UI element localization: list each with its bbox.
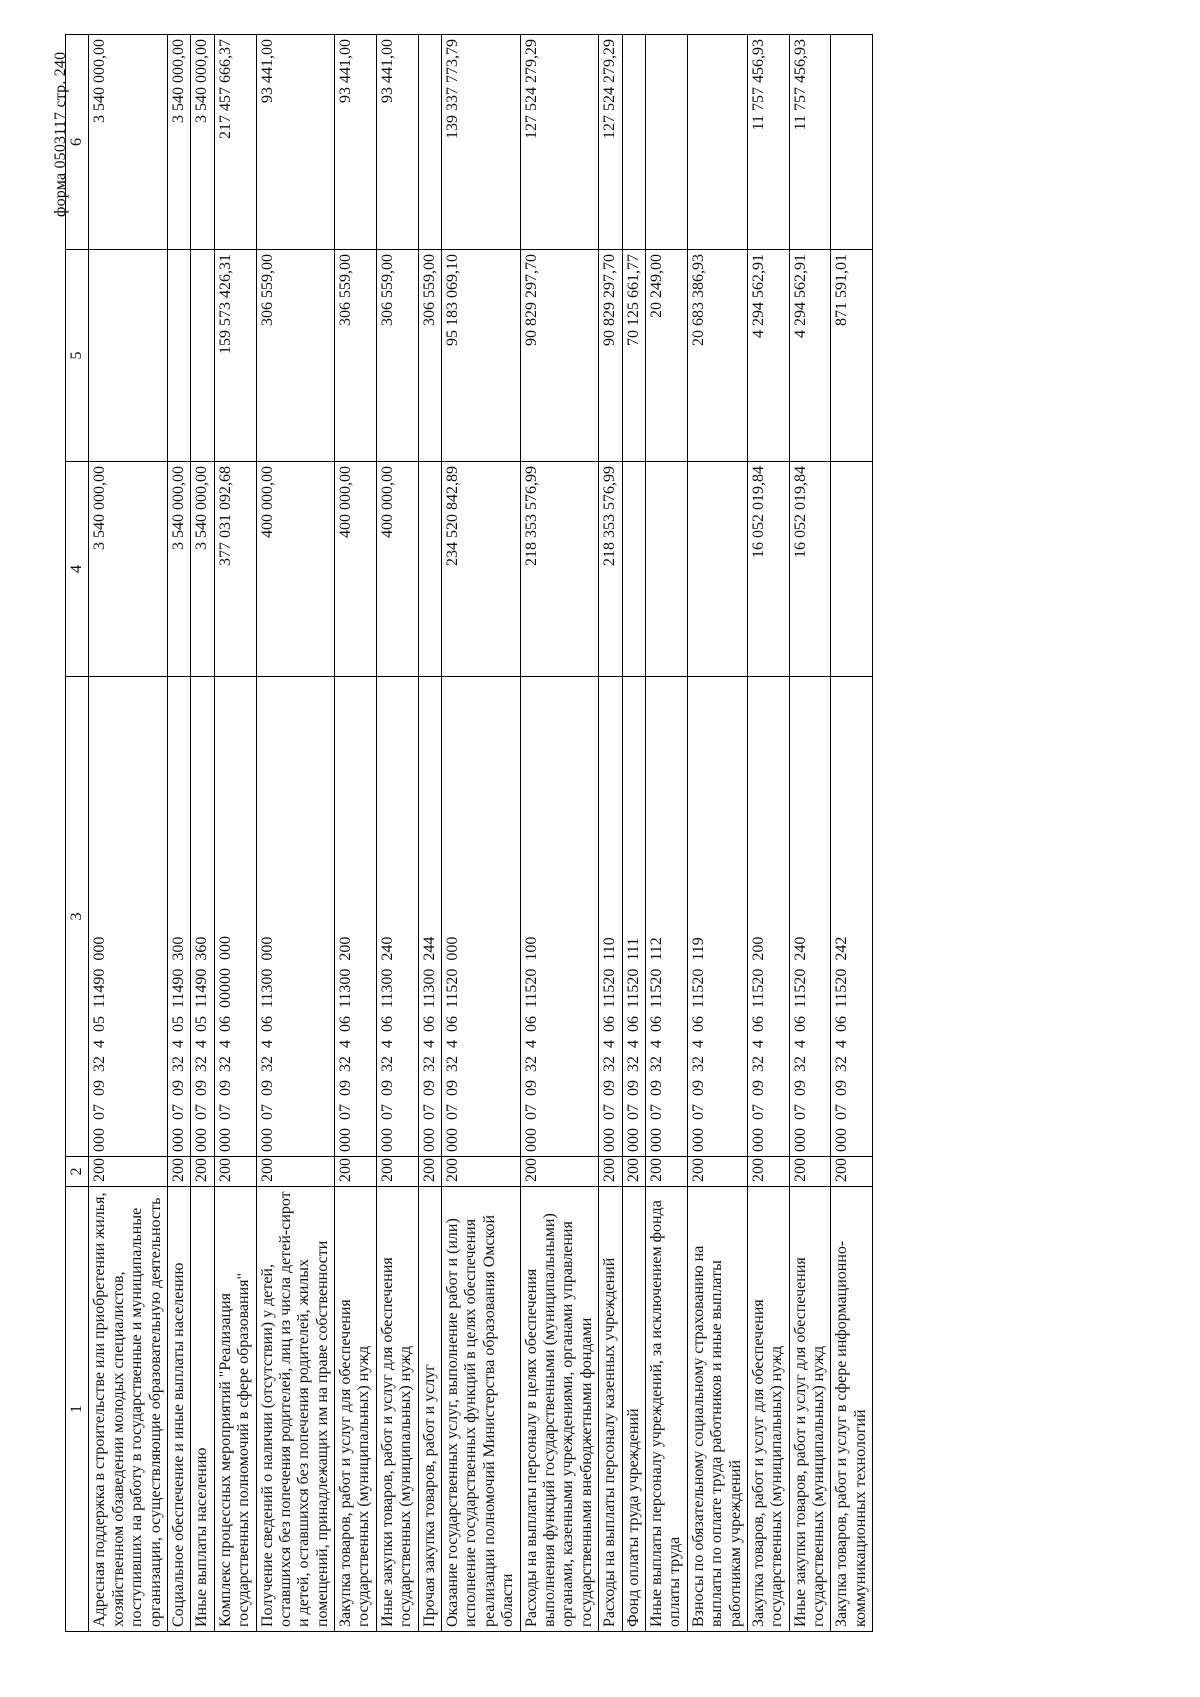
row-name: Иные выплаты персоналу учреждений, за исключением фонда оплаты труда (645, 1187, 687, 1632)
row-budget-code: 000 07 09 32 4 06 00000 000 (214, 677, 256, 1157)
row-unexecuted-amount (831, 35, 873, 250)
row-unexecuted-amount: 127 524 279,29 (520, 35, 599, 250)
row-budget-code: 000 07 09 32 4 06 11520 240 (789, 677, 831, 1157)
row-unexecuted-amount (687, 35, 747, 250)
row-approved-amount: 400 000,00 (376, 462, 418, 677)
row-approved-amount: 3 540 000,00 (167, 462, 190, 677)
row-approved-amount: 218 353 576,99 (599, 462, 622, 677)
form-reference: форма 0503117 стр. 240 (52, 51, 69, 217)
row-budget-code: 000 07 09 32 4 05 11490 000 (89, 677, 168, 1157)
row-line-code: 200 (89, 1157, 168, 1187)
table-row (645, 35, 687, 1632)
row-unexecuted-amount: 93 441,00 (376, 35, 418, 250)
column-number-4: 4 (66, 462, 89, 677)
row-approved-amount (645, 462, 687, 677)
row-executed-amount: 20 249,00 (645, 250, 687, 462)
row-line-code: 200 (622, 1157, 645, 1187)
row-name: Социальное обеспечение и иные выплаты населению (167, 1187, 190, 1632)
row-budget-code: 000 07 09 32 4 06 11520 000 (442, 677, 521, 1157)
row-executed-amount: 306 559,00 (256, 250, 335, 462)
row-budget-code: 000 07 09 32 4 06 11300 200 (335, 677, 377, 1157)
row-approved-amount (418, 462, 441, 677)
row-approved-amount: 3 540 000,00 (191, 462, 214, 677)
table-row (831, 35, 873, 1632)
row-unexecuted-amount: 93 441,00 (335, 35, 377, 250)
row-budget-code: 000 07 09 32 4 06 11520 200 (747, 677, 789, 1157)
table-row (418, 35, 441, 1632)
row-approved-amount: 16 052 019,84 (747, 462, 789, 677)
row-budget-code: 000 07 09 32 4 06 11300 000 (256, 677, 335, 1157)
table-row (376, 35, 418, 1632)
row-approved-amount (687, 462, 747, 677)
row-name: Получение сведений о наличии (отсутствии) у детей, оставшихся без попечения родителей, лиц из числа детей-сирот и детей, оставшихся без попечения родителей, жилых помещений, принадлежащих им на праве собственности (256, 1187, 335, 1632)
row-executed-amount: 4 294 562,91 (789, 250, 831, 462)
row-name: Фонд оплаты труда учреждений (622, 1187, 645, 1632)
table-body (89, 35, 873, 1632)
row-name: Иные закупки товаров, работ и услуг для обеспечения государственных (муниципальных) нужд (376, 1187, 418, 1632)
row-budget-code: 000 07 09 32 4 06 11520 110 (599, 677, 622, 1157)
row-line-code: 200 (335, 1157, 377, 1187)
row-executed-amount: 95 183 069,10 (442, 250, 521, 462)
row-name: Закупка товаров, работ и услуг в сфере информационно-коммуникационных технологий (831, 1187, 873, 1632)
table-row (191, 35, 214, 1632)
row-budget-code: 000 07 09 32 4 06 11300 244 (418, 677, 441, 1157)
row-approved-amount: 400 000,00 (256, 462, 335, 677)
row-line-code: 200 (645, 1157, 687, 1187)
column-number-1: 1 (66, 1187, 89, 1632)
row-unexecuted-amount: 127 524 279,29 (599, 35, 622, 250)
column-number-6: 6 (66, 35, 89, 250)
row-name: Закупка товаров, работ и услуг для обеспечения государственных (муниципальных) нужд (747, 1187, 789, 1632)
table-row (599, 35, 622, 1632)
table-row (442, 35, 521, 1632)
row-executed-amount (167, 250, 190, 462)
table-row (214, 35, 256, 1632)
table-row (89, 35, 168, 1632)
row-line-code: 200 (520, 1157, 599, 1187)
row-executed-amount: 159 573 426,31 (214, 250, 256, 462)
row-executed-amount: 90 829 297,70 (599, 250, 622, 462)
budget-execution-table (65, 34, 873, 1632)
row-name: Прочая закупка товаров, работ и услуг (418, 1187, 441, 1632)
column-number-row (66, 35, 89, 1632)
row-line-code: 200 (418, 1157, 441, 1187)
row-executed-amount: 20 683 386,93 (687, 250, 747, 462)
row-name: Иные выплаты населению (191, 1187, 214, 1632)
row-name: Комплекс процессных мероприятий "Реализация государственных полномочий в сфере образования" (214, 1187, 256, 1632)
row-name: Расходы на выплаты персоналу в целях обеспечения выполнения функций государственными (муниципальными) органами, казенными учреждениями, органами управления государственными внебюджетными фондами (520, 1187, 599, 1632)
row-approved-amount: 400 000,00 (335, 462, 377, 677)
row-approved-amount: 3 540 000,00 (89, 462, 168, 677)
row-budget-code: 000 07 09 32 4 05 11490 300 (167, 677, 190, 1157)
row-executed-amount: 871 591,01 (831, 250, 873, 462)
row-executed-amount (89, 250, 168, 462)
row-unexecuted-amount: 93 441,00 (256, 35, 335, 250)
row-executed-amount: 4 294 562,91 (747, 250, 789, 462)
row-line-code: 200 (599, 1157, 622, 1187)
row-approved-amount: 16 052 019,84 (789, 462, 831, 677)
row-approved-amount (622, 462, 645, 677)
row-approved-amount: 218 353 576,99 (520, 462, 599, 677)
row-line-code: 200 (442, 1157, 521, 1187)
row-unexecuted-amount: 139 337 773,79 (442, 35, 521, 250)
row-unexecuted-amount (418, 35, 441, 250)
row-line-code: 200 (256, 1157, 335, 1187)
row-approved-amount: 377 031 092,68 (214, 462, 256, 677)
row-executed-amount (191, 250, 214, 462)
table-header (66, 35, 89, 1632)
row-executed-amount: 70 125 661,77 (622, 250, 645, 462)
row-budget-code: 000 07 09 32 4 06 11520 242 (831, 677, 873, 1157)
column-number-2: 2 (66, 1157, 89, 1187)
row-line-code: 200 (376, 1157, 418, 1187)
row-unexecuted-amount: 11 757 456,93 (789, 35, 831, 250)
row-budget-code: 000 07 09 32 4 06 11300 240 (376, 677, 418, 1157)
row-name: Взносы по обязательному социальному страхованию на выплаты по оплате труда работников и иные выплаты работникам учреждений (687, 1187, 747, 1632)
row-budget-code: 000 07 09 32 4 06 11520 111 (622, 677, 645, 1157)
table-row (520, 35, 599, 1632)
table-row (789, 35, 831, 1632)
row-approved-amount (831, 462, 873, 677)
row-name: Оказание государственных услуг, выполнение работ и (или) исполнение государственных функций в целях обеспечения реализации полномочий Министерства образования Омской области (442, 1187, 521, 1632)
row-line-code: 200 (687, 1157, 747, 1187)
row-unexecuted-amount (622, 35, 645, 250)
row-line-code: 200 (789, 1157, 831, 1187)
row-name: Расходы на выплаты персоналу казенных учреждений (599, 1187, 622, 1632)
row-unexecuted-amount (645, 35, 687, 250)
row-unexecuted-amount: 3 540 000,00 (89, 35, 168, 250)
row-line-code: 200 (191, 1157, 214, 1187)
table-row (167, 35, 190, 1632)
table-row (687, 35, 747, 1632)
row-executed-amount: 90 829 297,70 (520, 250, 599, 462)
table-row (335, 35, 377, 1632)
row-name: Закупка товаров, работ и услуг для обеспечения государственных (муниципальных) нужд (335, 1187, 377, 1632)
row-approved-amount: 234 520 842,89 (442, 462, 521, 677)
row-name: Адресная поддержка в строительстве или приобретении жилья, хозяйственном обзаведении молодых специалистов, поступивших на работу в государственные и муниципальные организации, осуществляющие образовательную деятельность (89, 1187, 168, 1632)
row-unexecuted-amount: 3 540 000,00 (167, 35, 190, 250)
row-line-code: 200 (747, 1157, 789, 1187)
row-executed-amount: 306 559,00 (376, 250, 418, 462)
row-executed-amount: 306 559,00 (335, 250, 377, 462)
column-number-3: 3 (66, 677, 89, 1157)
row-line-code: 200 (831, 1157, 873, 1187)
row-executed-amount: 306 559,00 (418, 250, 441, 462)
row-line-code: 200 (214, 1157, 256, 1187)
column-number-5: 5 (66, 250, 89, 462)
row-unexecuted-amount: 3 540 000,00 (191, 35, 214, 250)
row-name: Иные закупки товаров, работ и услуг для обеспечения государственных (муниципальных) нужд (789, 1187, 831, 1632)
row-budget-code: 000 07 09 32 4 06 11520 100 (520, 677, 599, 1157)
row-budget-code: 000 07 09 32 4 06 11520 119 (687, 677, 747, 1157)
row-line-code: 200 (167, 1157, 190, 1187)
row-unexecuted-amount: 11 757 456,93 (747, 35, 789, 250)
table-row (256, 35, 335, 1632)
table-row (747, 35, 789, 1632)
row-unexecuted-amount: 217 457 666,37 (214, 35, 256, 250)
table-row (622, 35, 645, 1632)
row-budget-code: 000 07 09 32 4 06 11520 112 (645, 677, 687, 1157)
row-budget-code: 000 07 09 32 4 05 11490 360 (191, 677, 214, 1157)
